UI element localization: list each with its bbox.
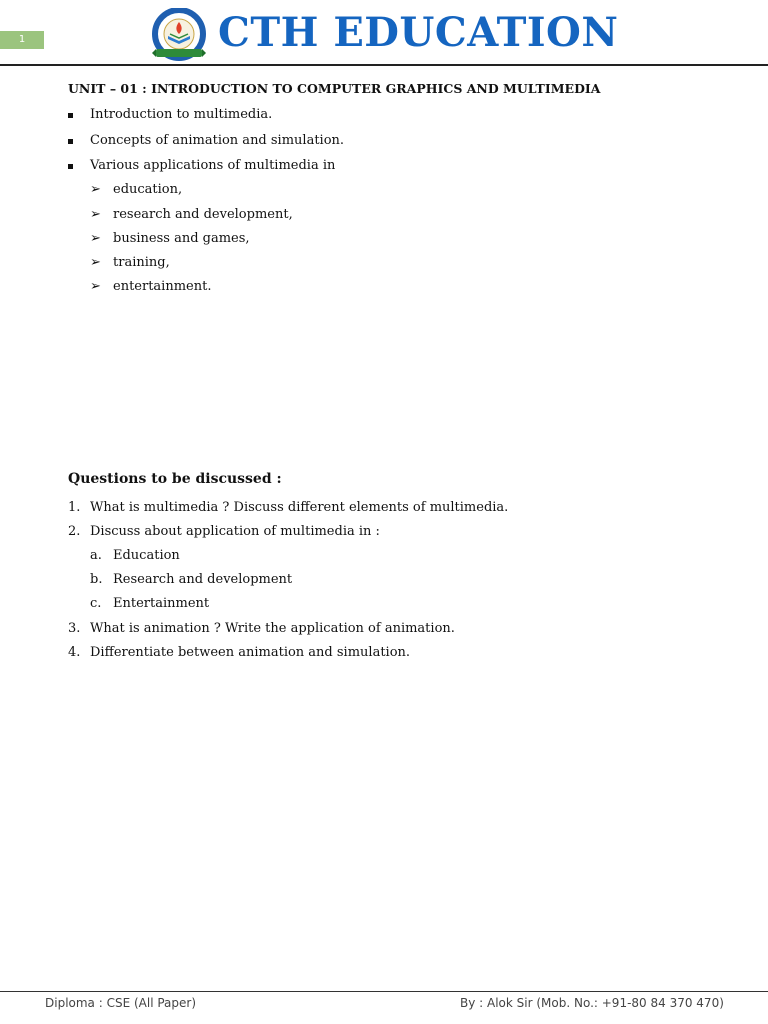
arrow-bullet-icon: ➢: [90, 279, 101, 294]
questions-heading: Questions to be discussed :: [68, 471, 282, 487]
question-text: What is animation ? Write the application of animation.: [90, 621, 455, 636]
cth-logo: [151, 8, 207, 64]
application-text: training,: [113, 255, 170, 270]
header-divider: [0, 64, 768, 66]
question-text: Differentiate between animation and simulation.: [90, 645, 411, 660]
question-text: Discuss about application of multimedia in :: [90, 524, 380, 539]
bullet-square-icon: [68, 113, 73, 118]
application-text: entertainment.: [113, 279, 212, 294]
question-number: 1.: [68, 500, 81, 515]
arrow-bullet-icon: ➢: [90, 207, 101, 222]
arrow-bullet-icon: ➢: [90, 231, 101, 246]
sub-question-letter: c.: [90, 596, 102, 611]
topic-text: Introduction to multimedia.: [90, 107, 273, 122]
sub-question-letter: a.: [90, 548, 102, 563]
footer-divider: [0, 991, 768, 992]
question-number: 3.: [68, 621, 81, 636]
sub-question-text: Entertainment: [113, 596, 210, 611]
arrow-bullet-icon: ➢: [90, 182, 101, 197]
arrow-bullet-icon: ➢: [90, 255, 101, 270]
bullet-square-icon: [68, 139, 73, 144]
question-text: What is multimedia ? Discuss different elements of multimedia.: [90, 500, 509, 515]
topic-text: Concepts of animation and simulation.: [90, 133, 345, 148]
footer-author: By : Alok Sir (Mob. No.: +91-80 84 370 470): [460, 996, 724, 1010]
application-text: research and development,: [113, 207, 293, 222]
question-number: 2.: [68, 524, 81, 539]
sub-question-text: Education: [113, 548, 180, 563]
application-text: business and games,: [113, 231, 250, 246]
sub-question-text: Research and development: [113, 572, 293, 587]
bullet-square-icon: [68, 164, 73, 169]
page-number: 1: [0, 31, 44, 49]
footer-course: Diploma : CSE (All Paper): [45, 996, 197, 1010]
brand-title: CTH EDUCATION: [218, 9, 619, 56]
unit-title: UNIT – 01 : INTRODUCTION TO COMPUTER GRAPHICS AND MULTIMEDIA: [68, 81, 601, 96]
sub-question-letter: b.: [90, 572, 103, 587]
topic-text: Various applications of multimedia in: [90, 158, 336, 173]
application-text: education,: [113, 182, 183, 197]
question-number: 4.: [68, 645, 81, 660]
